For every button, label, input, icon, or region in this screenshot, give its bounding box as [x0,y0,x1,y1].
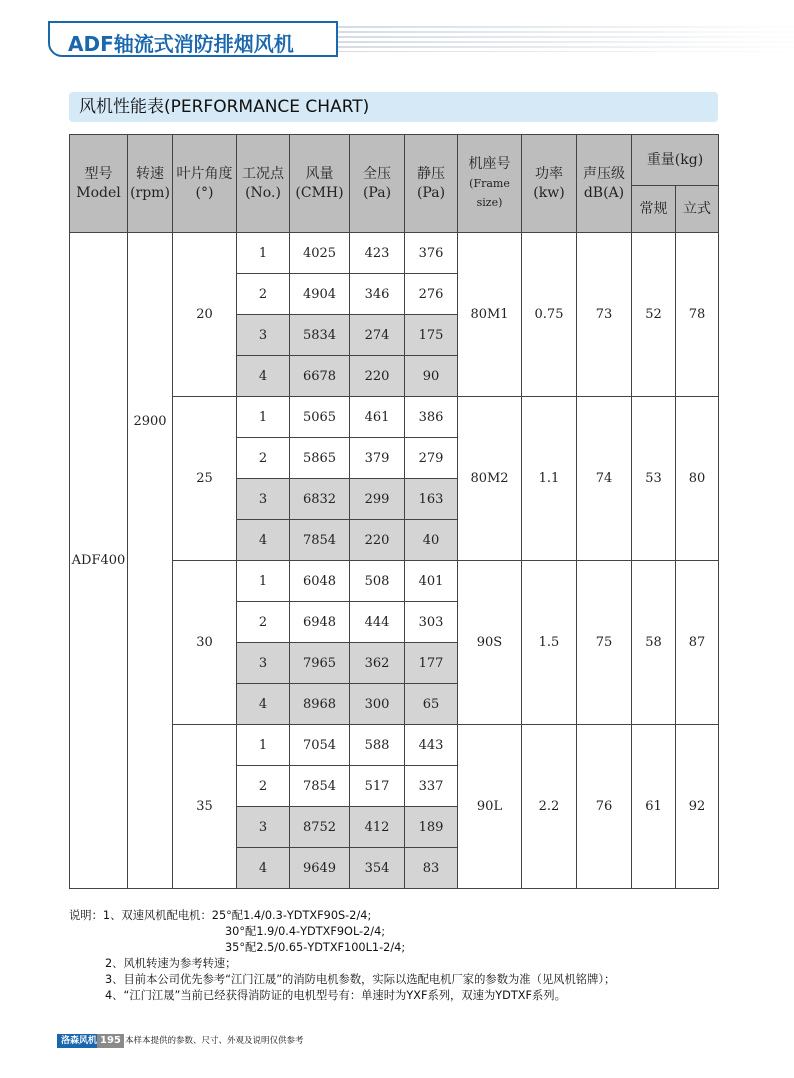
point-cell: 3 [237,479,290,520]
flow-cell: 8752 [290,807,350,848]
noise-cell: 75 [577,561,632,725]
weight-vertical-cell: 92 [676,725,719,889]
total-pressure-cell: 517 [350,766,405,807]
power-cell: 2.2 [522,725,577,889]
footer-note: 本样本提供的参数、尺寸、外观及说明仅供参考 [125,1036,304,1046]
header-frame: 机座号 (Frame size) [458,135,522,233]
note-1b: 30°配1.9/0.4-YDTXF9OL-2/4; [225,925,386,938]
header-point: 工况点 (No.) [237,135,290,233]
static-pressure-cell: 90 [405,356,458,397]
static-pressure-cell: 279 [405,438,458,479]
total-pressure-cell: 444 [350,602,405,643]
flow-cell: 6048 [290,561,350,602]
notes [69,908,616,1004]
static-pressure-cell: 40 [405,520,458,561]
note-1: 1、双速风机配电机：25°配1.4/0.3-YDTXF90S-2/4; [102,909,372,922]
point-cell: 1 [237,725,290,766]
point-cell: 2 [237,274,290,315]
notes-prefix: 说明： [69,909,103,922]
angle-cell: 30 [173,561,237,725]
flow-cell: 5834 [290,315,350,356]
speed-cell: 2900 [128,233,173,561]
static-pressure-cell: 83 [405,848,458,889]
static-pressure-cell: 175 [405,315,458,356]
point-cell: 4 [237,848,290,889]
flow-cell: 7854 [290,766,350,807]
flow-cell: 9649 [290,848,350,889]
static-pressure-cell: 177 [405,643,458,684]
power-cell: 1.5 [522,561,577,725]
power-cell: 0.75 [522,233,577,397]
point-cell: 1 [237,233,290,274]
total-pressure-cell: 362 [350,643,405,684]
static-pressure-cell: 189 [405,807,458,848]
header-weight-normal: 常规 [632,186,676,233]
table-row [70,561,719,602]
angle-cell: 25 [173,397,237,561]
flow-cell: 6832 [290,479,350,520]
flow-cell: 4904 [290,274,350,315]
header-noise: 声压级 dB(A) [577,135,632,233]
point-cell: 2 [237,766,290,807]
angle-cell: 35 [173,725,237,889]
point-cell: 4 [237,520,290,561]
point-cell: 1 [237,397,290,438]
total-pressure-cell: 379 [350,438,405,479]
flow-cell: 6678 [290,356,350,397]
point-cell: 4 [237,684,290,725]
total-pressure-cell: 346 [350,274,405,315]
header-weight: 重量(kg) [632,135,719,186]
static-pressure-cell: 163 [405,479,458,520]
weight-vertical-cell: 80 [676,397,719,561]
total-pressure-cell: 461 [350,397,405,438]
section-banner [69,92,718,122]
static-pressure-cell: 303 [405,602,458,643]
point-cell: 3 [237,643,290,684]
weight-normal-cell: 58 [632,561,676,725]
total-pressure-cell: 220 [350,356,405,397]
flow-cell: 6948 [290,602,350,643]
point-cell: 4 [237,356,290,397]
weight-vertical-cell: 87 [676,561,719,725]
static-pressure-cell: 401 [405,561,458,602]
frame-cell: 90S [458,561,522,725]
point-cell: 3 [237,315,290,356]
total-pressure-cell: 508 [350,561,405,602]
header-power: 功率 (kw) [522,135,577,233]
header-flow: 风量 (CMH) [290,135,350,233]
static-pressure-cell: 386 [405,397,458,438]
flow-cell: 4025 [290,233,350,274]
flow-cell: 7965 [290,643,350,684]
angle-cell: 20 [173,233,237,397]
frame-cell: 80M1 [458,233,522,397]
weight-normal-cell: 61 [632,725,676,889]
header-model: 型号 Model [70,135,128,233]
flow-cell: 7054 [290,725,350,766]
static-pressure-cell: 443 [405,725,458,766]
power-cell: 1.1 [522,397,577,561]
footer-brand: 洛森风机 [57,1034,101,1048]
table-row [70,233,719,274]
point-cell: 3 [237,807,290,848]
noise-cell: 76 [577,725,632,889]
header-speed: 转速 (rpm) [128,135,173,233]
total-pressure-cell: 274 [350,315,405,356]
header-static-pressure: 静压 (Pa) [405,135,458,233]
point-cell: 2 [237,602,290,643]
total-pressure-cell: 588 [350,725,405,766]
flow-cell: 8968 [290,684,350,725]
noise-cell: 73 [577,233,632,397]
speed-cell-empty [128,561,173,889]
page-title: ADF轴流式消防排烟风机 [68,32,294,56]
weight-normal-cell: 52 [632,233,676,397]
total-pressure-cell: 300 [350,684,405,725]
performance-table [69,134,719,889]
point-cell: 2 [237,438,290,479]
note-4: 4、“江门江晟”当前已经获得消防证的电机型号有：单速时为YXF系列，双速为YDTXF系列。 [105,989,566,1002]
table-body [70,233,719,889]
note-1c: 35°配2.5/0.65-YDTXF100L1-2/4; [225,941,406,954]
static-pressure-cell: 337 [405,766,458,807]
frame-cell: 80M2 [458,397,522,561]
total-pressure-cell: 299 [350,479,405,520]
page-number: 195 [97,1034,124,1048]
header-total-pressure: 全压 (Pa) [350,135,405,233]
header-weight-vertical: 立式 [676,186,719,233]
static-pressure-cell: 376 [405,233,458,274]
header-stripes-fade [338,26,794,52]
static-pressure-cell: 65 [405,684,458,725]
weight-vertical-cell: 78 [676,233,719,397]
point-cell: 1 [237,561,290,602]
section-title: 风机性能表(PERFORMANCE CHART) [79,97,370,117]
note-3: 3、目前本公司优先参考“江门江晟”的消防电机参数，实际以选配电机厂家的参数为准（见风机铭牌）； [105,973,616,986]
flow-cell: 5865 [290,438,350,479]
flow-cell: 7854 [290,520,350,561]
note-2: 2、风机转速为参考转速； [105,957,237,970]
total-pressure-cell: 423 [350,233,405,274]
flow-cell: 5065 [290,397,350,438]
total-pressure-cell: 220 [350,520,405,561]
model-cell: ADF400 [70,233,128,889]
header-angle: 叶片角度 (°) [173,135,237,233]
noise-cell: 74 [577,397,632,561]
total-pressure-cell: 354 [350,848,405,889]
frame-cell: 90L [458,725,522,889]
static-pressure-cell: 276 [405,274,458,315]
total-pressure-cell: 412 [350,807,405,848]
weight-normal-cell: 53 [632,397,676,561]
